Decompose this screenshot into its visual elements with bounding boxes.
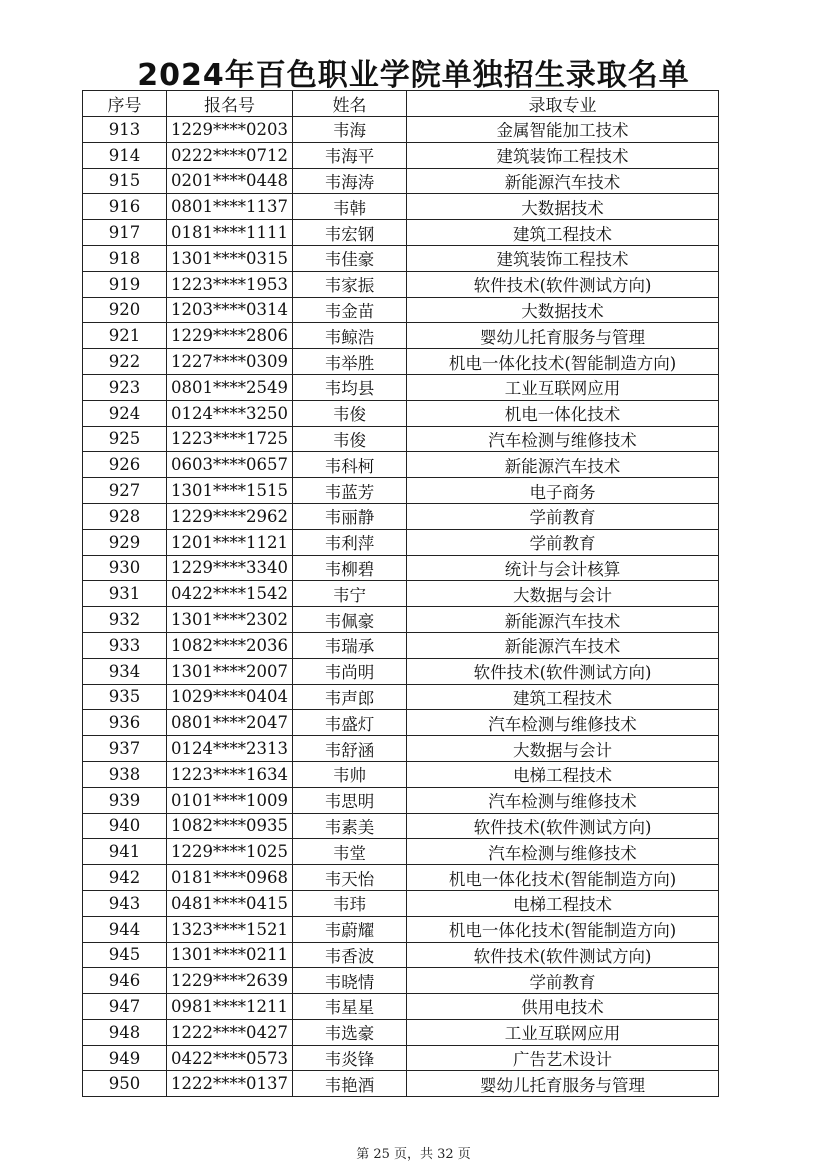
- name-cell: 韦丽静: [293, 503, 407, 529]
- registration-number-cell: 1222****0137: [167, 1071, 293, 1097]
- registration-number-cell: 0101****1009: [167, 787, 293, 813]
- registration-number-cell: 0422****0573: [167, 1045, 293, 1071]
- registration-number-cell: 1301****2007: [167, 658, 293, 684]
- major-cell: 建筑装饰工程技术: [407, 245, 719, 271]
- serial-cell: 926: [83, 452, 167, 478]
- table-row: [83, 865, 719, 891]
- serial-cell: 945: [83, 942, 167, 968]
- table-row: [83, 581, 719, 607]
- serial-cell: 947: [83, 994, 167, 1020]
- page-footer: 第 25 页，共 32 页: [356, 1147, 471, 1162]
- table-row: [83, 994, 719, 1020]
- table-row: [83, 942, 719, 968]
- table-row: [83, 426, 719, 452]
- table-row: [83, 710, 719, 736]
- serial-cell: 936: [83, 710, 167, 736]
- major-cell: 机电一体化技术: [407, 400, 719, 426]
- serial-cell: 937: [83, 736, 167, 762]
- serial-cell: 927: [83, 478, 167, 504]
- serial-cell: 939: [83, 787, 167, 813]
- name-cell: 韦俊: [293, 400, 407, 426]
- major-cell: 大数据与会计: [407, 736, 719, 762]
- table-row: [83, 968, 719, 994]
- table-row: [83, 1071, 719, 1097]
- major-cell: 软件技术(软件测试方向): [407, 813, 719, 839]
- major-cell: 建筑工程技术: [407, 684, 719, 710]
- major-cell: 学前教育: [407, 529, 719, 555]
- registration-number-cell: 0801****1137: [167, 194, 293, 220]
- registration-number-cell: 1201****1121: [167, 529, 293, 555]
- table-row: [83, 529, 719, 555]
- table-row: [83, 452, 719, 478]
- major-cell: 学前教育: [407, 968, 719, 994]
- major-cell: 新能源汽车技术: [407, 452, 719, 478]
- name-cell: 韦宏钢: [293, 220, 407, 246]
- serial-cell: 915: [83, 168, 167, 194]
- serial-cell: 931: [83, 581, 167, 607]
- table-row: [83, 374, 719, 400]
- major-cell: 机电一体化技术(智能制造方向): [407, 349, 719, 375]
- major-cell: 新能源汽车技术: [407, 632, 719, 658]
- registration-number-cell: 1229****0203: [167, 117, 293, 143]
- table-row: [83, 1045, 719, 1071]
- serial-cell: 950: [83, 1071, 167, 1097]
- registration-number-cell: 0181****1111: [167, 220, 293, 246]
- table-row: [83, 1019, 719, 1045]
- serial-cell: 946: [83, 968, 167, 994]
- admission-table: [82, 90, 719, 1097]
- serial-cell: 938: [83, 761, 167, 787]
- table-row: [83, 813, 719, 839]
- header-serial: 序号: [83, 91, 167, 117]
- name-cell: 韦蔚耀: [293, 916, 407, 942]
- table-row: [83, 323, 719, 349]
- serial-cell: 921: [83, 323, 167, 349]
- major-cell: 软件技术(软件测试方向): [407, 658, 719, 684]
- serial-cell: 929: [83, 529, 167, 555]
- name-cell: 韦堂: [293, 839, 407, 865]
- major-cell: 机电一体化技术(智能制造方向): [407, 865, 719, 891]
- name-cell: 韦家振: [293, 271, 407, 297]
- registration-number-cell: 1301****2302: [167, 607, 293, 633]
- name-cell: 韦尚明: [293, 658, 407, 684]
- table-row: [83, 839, 719, 865]
- table-row: [83, 349, 719, 375]
- name-cell: 韦素美: [293, 813, 407, 839]
- registration-number-cell: 1229****1025: [167, 839, 293, 865]
- registration-number-cell: 0124****2313: [167, 736, 293, 762]
- serial-cell: 922: [83, 349, 167, 375]
- name-cell: 韦天怡: [293, 865, 407, 891]
- table-row: [83, 684, 719, 710]
- major-cell: 机电一体化技术(智能制造方向): [407, 916, 719, 942]
- table-row: [83, 478, 719, 504]
- table-row: [83, 632, 719, 658]
- major-cell: 汽车检测与维修技术: [407, 839, 719, 865]
- table-header-row: [83, 91, 719, 117]
- name-cell: 韦海平: [293, 142, 407, 168]
- registration-number-cell: 1227****0309: [167, 349, 293, 375]
- major-cell: 大数据与会计: [407, 581, 719, 607]
- name-cell: 韦舒涵: [293, 736, 407, 762]
- table-row: [83, 503, 719, 529]
- serial-cell: 935: [83, 684, 167, 710]
- serial-cell: 942: [83, 865, 167, 891]
- major-cell: 统计与会计核算: [407, 555, 719, 581]
- serial-cell: 919: [83, 271, 167, 297]
- registration-number-cell: 0603****0657: [167, 452, 293, 478]
- serial-cell: 948: [83, 1019, 167, 1045]
- name-cell: 韦帅: [293, 761, 407, 787]
- name-cell: 韦佩豪: [293, 607, 407, 633]
- name-cell: 韦金苗: [293, 297, 407, 323]
- serial-cell: 940: [83, 813, 167, 839]
- table-row: [83, 916, 719, 942]
- name-cell: 韦宁: [293, 581, 407, 607]
- name-cell: 韦艳酒: [293, 1071, 407, 1097]
- major-cell: 电梯工程技术: [407, 890, 719, 916]
- registration-number-cell: 1223****1953: [167, 271, 293, 297]
- serial-cell: 918: [83, 245, 167, 271]
- major-cell: 婴幼儿托育服务与管理: [407, 323, 719, 349]
- registration-number-cell: 1301****0211: [167, 942, 293, 968]
- major-cell: 电子商务: [407, 478, 719, 504]
- serial-cell: 917: [83, 220, 167, 246]
- registration-number-cell: 1229****3340: [167, 555, 293, 581]
- major-cell: 电梯工程技术: [407, 761, 719, 787]
- name-cell: 韦思明: [293, 787, 407, 813]
- name-cell: 韦香波: [293, 942, 407, 968]
- name-cell: 韦炎锋: [293, 1045, 407, 1071]
- serial-cell: 914: [83, 142, 167, 168]
- name-cell: 韦柳碧: [293, 555, 407, 581]
- major-cell: 工业互联网应用: [407, 374, 719, 400]
- table-row: [83, 168, 719, 194]
- serial-cell: 923: [83, 374, 167, 400]
- serial-cell: 933: [83, 632, 167, 658]
- table-row: [83, 787, 719, 813]
- name-cell: 韦海: [293, 117, 407, 143]
- registration-number-cell: 1222****0427: [167, 1019, 293, 1045]
- major-cell: 汽车检测与维修技术: [407, 787, 719, 813]
- name-cell: 韦均县: [293, 374, 407, 400]
- table-row: [83, 736, 719, 762]
- serial-cell: 913: [83, 117, 167, 143]
- major-cell: 工业互联网应用: [407, 1019, 719, 1045]
- major-cell: 软件技术(软件测试方向): [407, 942, 719, 968]
- table-row: [83, 890, 719, 916]
- major-cell: 建筑工程技术: [407, 220, 719, 246]
- registration-number-cell: 1223****1634: [167, 761, 293, 787]
- major-cell: 广告艺术设计: [407, 1045, 719, 1071]
- serial-cell: 920: [83, 297, 167, 323]
- registration-number-cell: 0222****0712: [167, 142, 293, 168]
- table-row: [83, 761, 719, 787]
- registration-number-cell: 0124****3250: [167, 400, 293, 426]
- name-cell: 韦玮: [293, 890, 407, 916]
- name-cell: 韦海涛: [293, 168, 407, 194]
- name-cell: 韦蓝芳: [293, 478, 407, 504]
- registration-number-cell: 0181****0968: [167, 865, 293, 891]
- table-row: [83, 245, 719, 271]
- major-cell: 软件技术(软件测试方向): [407, 271, 719, 297]
- registration-number-cell: 0981****1211: [167, 994, 293, 1020]
- name-cell: 韦鲸浩: [293, 323, 407, 349]
- name-cell: 韦佳豪: [293, 245, 407, 271]
- registration-number-cell: 1082****2036: [167, 632, 293, 658]
- major-cell: 婴幼儿托育服务与管理: [407, 1071, 719, 1097]
- name-cell: 韦举胜: [293, 349, 407, 375]
- serial-cell: 949: [83, 1045, 167, 1071]
- page-title: 2024年百色职业学院单独招生录取名单: [137, 58, 690, 93]
- name-cell: 韦晓情: [293, 968, 407, 994]
- serial-cell: 941: [83, 839, 167, 865]
- serial-cell: 943: [83, 890, 167, 916]
- table-row: [83, 271, 719, 297]
- serial-cell: 932: [83, 607, 167, 633]
- serial-cell: 930: [83, 555, 167, 581]
- registration-number-cell: 1029****0404: [167, 684, 293, 710]
- registration-number-cell: 0481****0415: [167, 890, 293, 916]
- table-body: [83, 117, 719, 1097]
- major-cell: 汽车检测与维修技术: [407, 710, 719, 736]
- name-cell: 韦瑞承: [293, 632, 407, 658]
- header-registration-number: 报名号: [167, 91, 293, 117]
- table-row: [83, 142, 719, 168]
- registration-number-cell: 1301****1515: [167, 478, 293, 504]
- registration-number-cell: 0801****2549: [167, 374, 293, 400]
- registration-number-cell: 1301****0315: [167, 245, 293, 271]
- serial-cell: 934: [83, 658, 167, 684]
- major-cell: 大数据技术: [407, 297, 719, 323]
- name-cell: 韦俊: [293, 426, 407, 452]
- header-major: 录取专业: [407, 91, 719, 117]
- major-cell: 金属智能加工技术: [407, 117, 719, 143]
- name-cell: 韦科柯: [293, 452, 407, 478]
- serial-cell: 924: [83, 400, 167, 426]
- registration-number-cell: 1229****2806: [167, 323, 293, 349]
- name-cell: 韦星星: [293, 994, 407, 1020]
- major-cell: 大数据技术: [407, 194, 719, 220]
- name-cell: 韦声郎: [293, 684, 407, 710]
- registration-number-cell: 1229****2639: [167, 968, 293, 994]
- major-cell: 新能源汽车技术: [407, 607, 719, 633]
- registration-number-cell: 1229****2962: [167, 503, 293, 529]
- serial-cell: 916: [83, 194, 167, 220]
- table-row: [83, 607, 719, 633]
- name-cell: 韦韩: [293, 194, 407, 220]
- table-row: [83, 117, 719, 143]
- table-row: [83, 194, 719, 220]
- registration-number-cell: 0422****1542: [167, 581, 293, 607]
- major-cell: 供用电技术: [407, 994, 719, 1020]
- name-cell: 韦利萍: [293, 529, 407, 555]
- major-cell: 学前教育: [407, 503, 719, 529]
- table-row: [83, 658, 719, 684]
- header-name: 姓名: [293, 91, 407, 117]
- registration-number-cell: 1323****1521: [167, 916, 293, 942]
- major-cell: 新能源汽车技术: [407, 168, 719, 194]
- major-cell: 汽车检测与维修技术: [407, 426, 719, 452]
- registration-number-cell: 1203****0314: [167, 297, 293, 323]
- registration-number-cell: 0201****0448: [167, 168, 293, 194]
- registration-number-cell: 1223****1725: [167, 426, 293, 452]
- table-row: [83, 220, 719, 246]
- table-row: [83, 555, 719, 581]
- name-cell: 韦选豪: [293, 1019, 407, 1045]
- major-cell: 建筑装饰工程技术: [407, 142, 719, 168]
- serial-cell: 944: [83, 916, 167, 942]
- table-row: [83, 297, 719, 323]
- registration-number-cell: 1082****0935: [167, 813, 293, 839]
- table-row: [83, 400, 719, 426]
- name-cell: 韦盛灯: [293, 710, 407, 736]
- serial-cell: 925: [83, 426, 167, 452]
- registration-number-cell: 0801****2047: [167, 710, 293, 736]
- serial-cell: 928: [83, 503, 167, 529]
